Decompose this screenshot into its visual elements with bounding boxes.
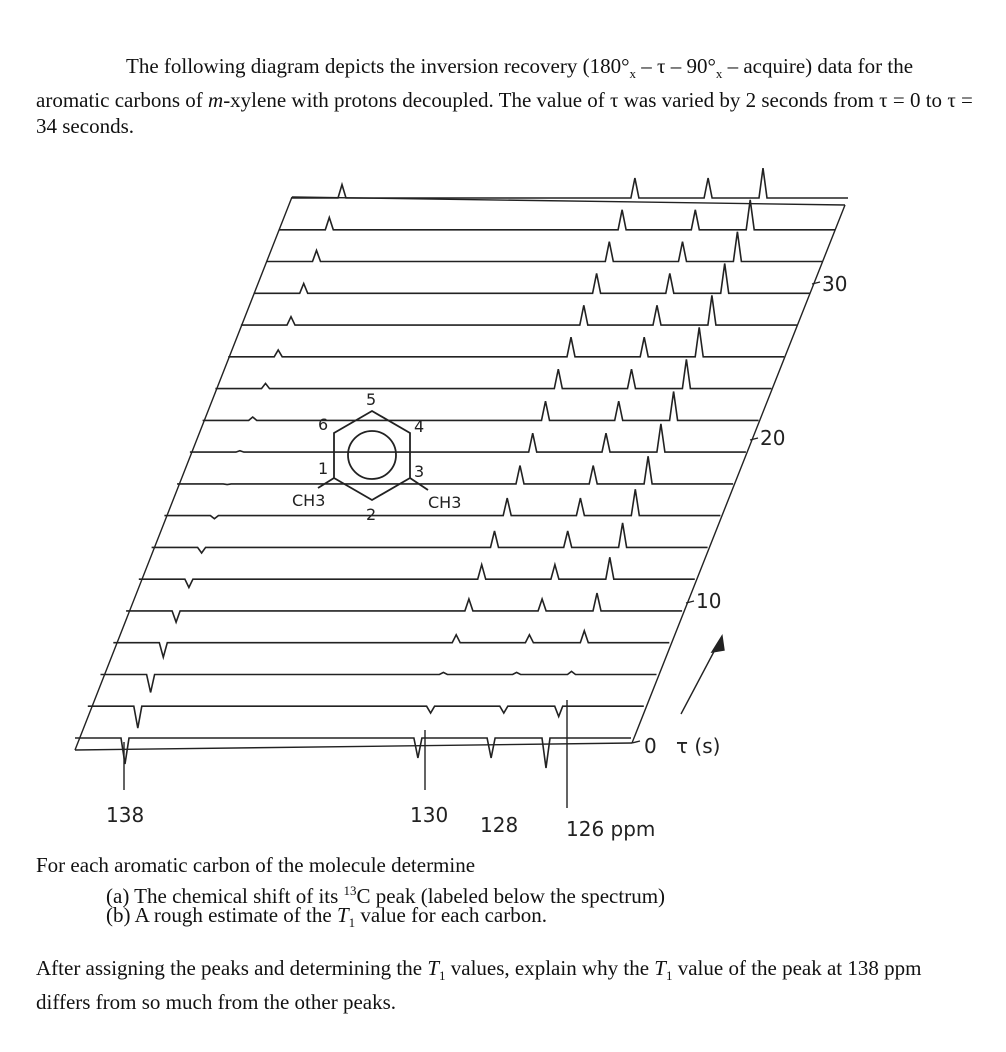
- trace-tau-6: [113, 631, 669, 657]
- carbon-6-label: 6: [318, 415, 329, 434]
- trace-tau-20: [203, 392, 759, 421]
- tau-arrow-shaft: [681, 644, 718, 714]
- trace-tau-24: [228, 327, 784, 357]
- methyl-right-label: CH3: [428, 493, 462, 512]
- trace-tau-30: [267, 232, 823, 262]
- question-a: (a) The chemical shift of its $^{13}$C peak (labeled below the spectrum): [106, 883, 666, 908]
- trace-tau-8: [126, 593, 682, 622]
- tick-label-130: 130: [410, 803, 449, 827]
- question-b: (b) A rough estimate of the $T_1$ value for each carbon.: [106, 903, 547, 931]
- tick-label-128: 128: [480, 813, 519, 837]
- question-header: For each aromatic carbon of the molecule determine: [36, 853, 476, 877]
- tau-tick-0: 0: [644, 734, 657, 758]
- trace-tau-10: [139, 557, 695, 587]
- tau-tick-20: 20: [760, 426, 786, 450]
- trace-tau-16: [177, 456, 733, 484]
- m-xylene-structure: [318, 411, 428, 500]
- trace-tau-4: [101, 671, 657, 692]
- trace-tau-28: [254, 264, 810, 294]
- frame-right-edge: [632, 205, 848, 743]
- trace-tau-18: [190, 424, 746, 452]
- carbon-5-label: 5: [366, 390, 377, 409]
- intro-paragraph: The following diagram depicts the inversion recovery ($180^\circ_x$ – τ – $90^\circ_x$ – acquire) data for the aromatic carbons of m-xylene with protons decoupled. The value of τ was varied by 2 seconds from τ = 0 to τ = 34 seconds.: [36, 54, 973, 139]
- carbon-3-label: 3: [414, 462, 425, 481]
- trace-tau-34: [292, 168, 848, 198]
- closing-paragraph: After assigning the peaks and determining the $T_1$ values, explain why the $T_1$ value of the peak at 138 ppm differs from so much from the other peaks.: [36, 956, 922, 1015]
- trace-tau-26: [241, 295, 797, 325]
- tau-tick-10: 10: [696, 589, 722, 613]
- trace-tau-22: [215, 359, 771, 388]
- tau-axis-label: τ (s): [676, 734, 721, 758]
- trace-tau-2: [88, 706, 644, 728]
- tick-30: [812, 282, 820, 284]
- trace-tau-12: [152, 523, 708, 553]
- tick-10: [686, 601, 694, 603]
- spectra-traces: [75, 168, 848, 768]
- trace-tau-0: [75, 738, 631, 768]
- aromatic-circle: [348, 431, 396, 479]
- frame-left-edge: [75, 197, 292, 750]
- tick-label-138: 138: [106, 803, 145, 827]
- carbon-4-label: 4: [414, 417, 425, 436]
- carbon-1-label: 1: [318, 459, 329, 478]
- tick-20: [750, 438, 758, 440]
- tau-tick-30: 30: [822, 272, 848, 296]
- tau-arrow-head: [712, 636, 724, 652]
- bond-c1-methyl: [318, 478, 334, 488]
- trace-tau-32: [279, 200, 835, 230]
- benzene-ring: [334, 411, 410, 500]
- carbon-2-label: 2: [366, 505, 377, 524]
- tick-label-126: 126 ppm: [566, 817, 656, 841]
- methyl-left-label: CH3: [292, 491, 326, 510]
